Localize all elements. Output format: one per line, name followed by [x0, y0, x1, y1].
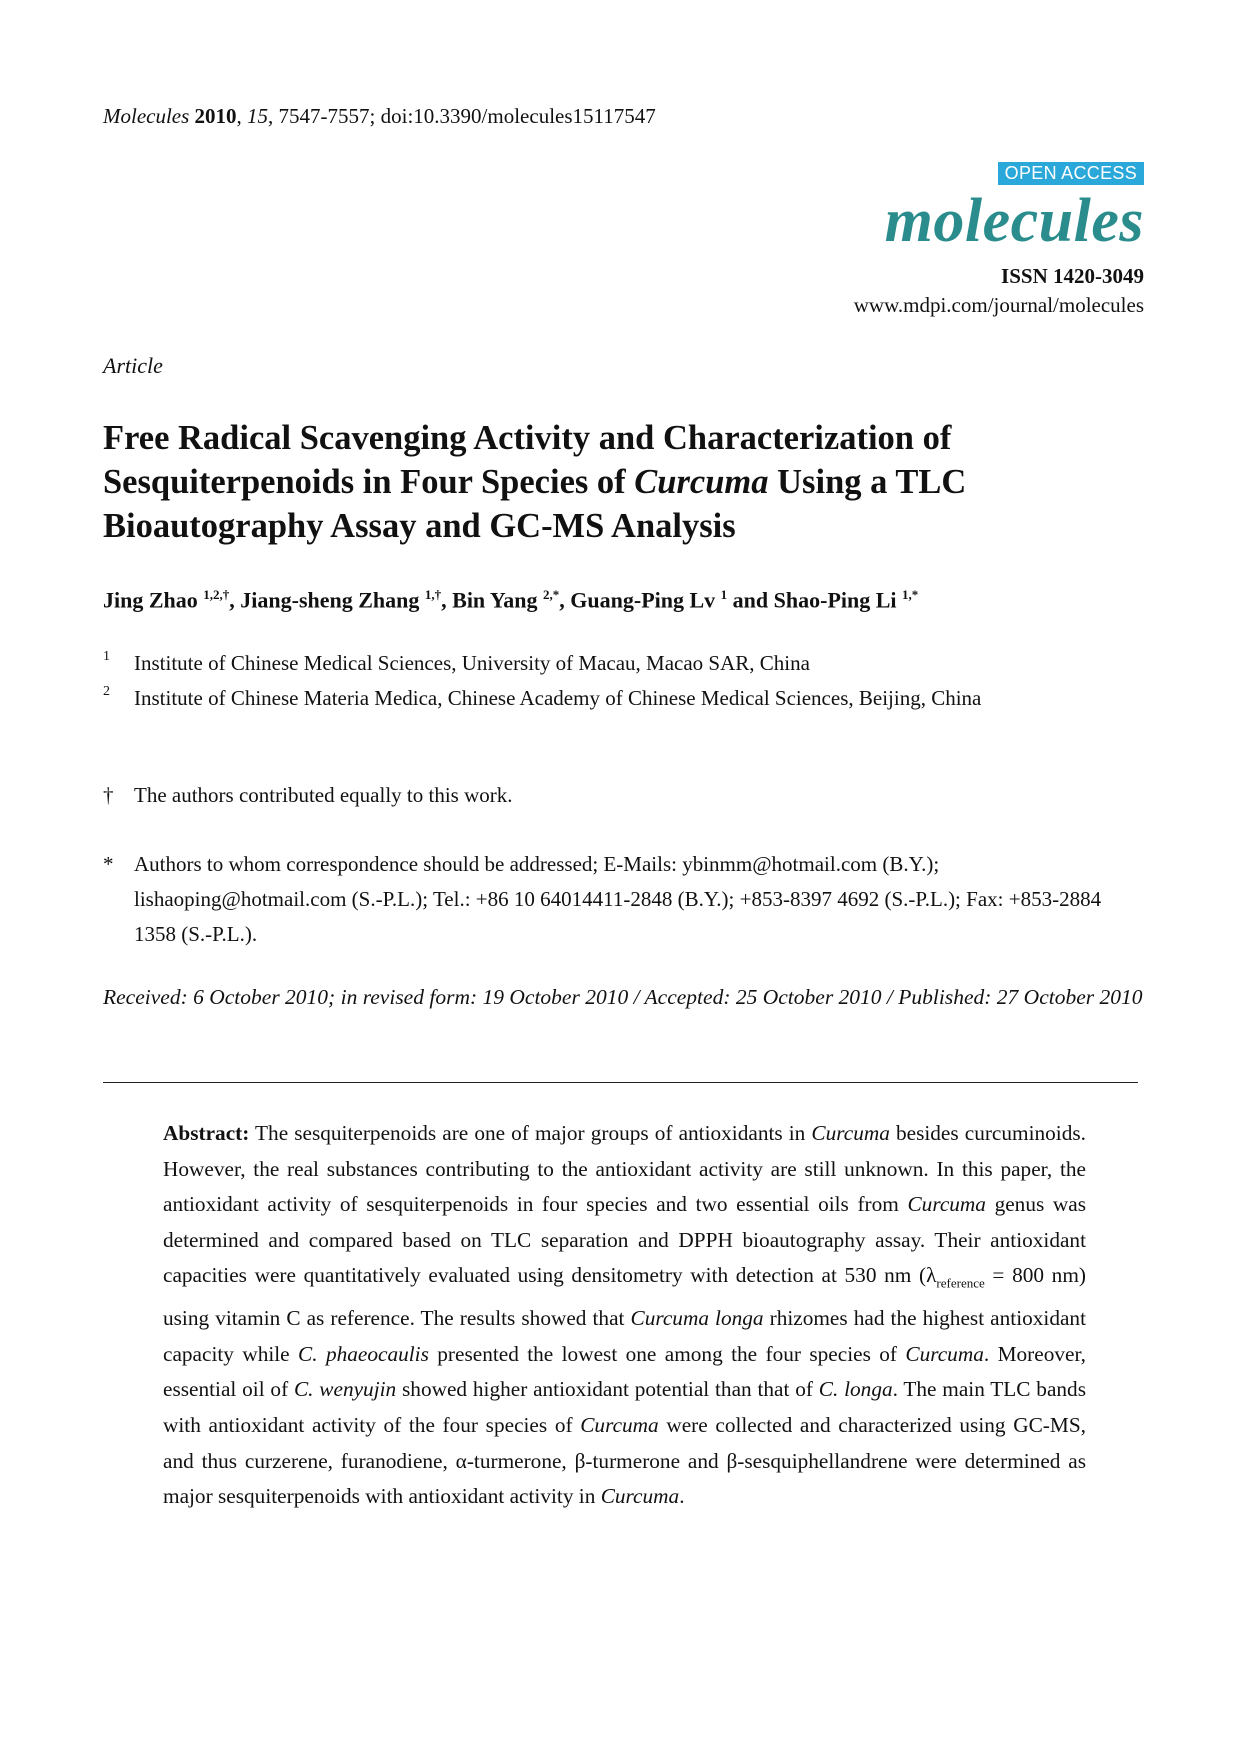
author-affiliation-marker: 1,2,†	[203, 587, 230, 602]
abstract-italic: Curcuma	[905, 1341, 984, 1366]
abstract-italic: Curcuma longa	[630, 1306, 764, 1331]
author-affiliation-marker: 1	[720, 587, 728, 602]
author-name: Guang-Ping Lv	[570, 587, 716, 613]
article-type: Article	[103, 353, 163, 378]
author-affiliation-marker: 2,*	[543, 587, 560, 602]
title-line-1: Free Radical Scavenging Activity and Characterization of	[103, 419, 952, 457]
title-line-2-italic: Curcuma	[634, 463, 769, 501]
equal-contribution-note	[103, 778, 1143, 813]
author-affiliation-marker: 1,†	[424, 587, 442, 602]
title-line-3: Bioautography Assay and GC-MS Analysis	[103, 507, 736, 545]
author-name: Jing Zhao	[103, 587, 198, 613]
abstract	[163, 1116, 1086, 1515]
citation-year: 2010	[194, 104, 237, 128]
abstract-text: genus was determined and compared based on TLC separation and DPPH bioautography assay. Their antioxidant capacities were quantitatively evaluated using densitometry with detection at 530 nm (λ	[163, 1192, 1086, 1288]
dagger-symbol: †	[103, 783, 114, 807]
abstract-italic: Curcuma	[600, 1484, 680, 1509]
affiliation-text: Institute of Chinese Materia Medica, Chinese Academy of Chinese Medical Sciences, Beijing, China	[134, 686, 982, 710]
author-list	[103, 587, 1143, 613]
abstract-label: Abstract:	[163, 1121, 250, 1145]
citation-pages-doi: , 7547-7557; doi:10.3390/molecules15117547	[268, 104, 656, 128]
abstract-text: besides curcuminoids. However, the real substances contributing to the antioxidant activity are still unknown. In this paper, the antioxidant activity of sesquiterpenoids in four species and two essential oils from	[163, 1121, 1086, 1217]
abstract-italic: Curcuma	[907, 1192, 986, 1217]
abstract-subscript: reference	[936, 1275, 985, 1291]
abstract-text: presented the lowest one among the four species of	[428, 1341, 906, 1366]
affiliation-2	[103, 681, 1103, 715]
author-separator: ,	[229, 587, 241, 613]
abstract-italic: C. phaeocaulis	[298, 1341, 429, 1366]
author-separator: ,	[441, 587, 453, 613]
author-separator: ,	[559, 587, 571, 613]
affiliation-1	[103, 646, 1123, 680]
abstract-italic: C. longa	[818, 1377, 893, 1402]
affiliation-number: 1	[103, 649, 110, 664]
abstract-italic: Curcuma	[811, 1121, 890, 1145]
abstract-italic: C. wenyujin	[293, 1377, 397, 1402]
abstract-text: rhizomes had the highest antioxidant capacity while	[163, 1306, 1086, 1366]
asterisk-symbol: *	[103, 852, 114, 876]
author-affiliation-marker: 1,*	[902, 587, 919, 602]
correspondence-text: Authors to whom correspondence should be addressed; E-Mails: ybinmm@hotmail.com (B.Y.); lishaoping@hotmail.com (S.-P.L.); Tel.: +86 10 64014411-2848 (B.Y.); +853-8397 4692 (S.-P.L.); Fax: +853-2884 1358 (S.-P.L.).	[134, 852, 1102, 946]
title-line-2-pre: Sesquiterpenoids in Four Species of	[103, 463, 635, 501]
author-name: Shao-Ping Li	[773, 587, 897, 613]
issn: ISSN 1420-3049	[1001, 264, 1144, 288]
author-name: Jiang-sheng Zhang	[240, 587, 420, 613]
affiliation-text: Institute of Chinese Medical Sciences, University of Macau, Macao SAR, China	[134, 651, 810, 675]
author-separator: and	[727, 587, 774, 613]
abstract-text: .	[679, 1484, 685, 1509]
equal-contribution-text: The authors contributed equally to this work.	[134, 783, 513, 807]
abstract-text: showed higher antioxidant potential than that of	[396, 1377, 819, 1402]
title-line-2-post: Using a TLC	[768, 463, 967, 501]
citation-journal: Molecules	[103, 104, 190, 128]
abstract-text: . The main TLC bands with antioxidant activity of the four species of	[163, 1377, 1086, 1437]
abstract-italic: Curcuma	[580, 1413, 659, 1437]
abstract-text: were collected and characterized using GC-MS, and thus curzerene, furanodiene, α-turmerone, β-turmerone and β-sesquiphellandrene were determined as major sesquiterpenoids with antioxidant activity in	[163, 1413, 1086, 1509]
correspondence-note	[103, 847, 1133, 952]
abstract-text: = 800 nm) using vitamin C as reference. The results showed that	[163, 1263, 1086, 1331]
abstract-text: . Moreover, essential oil of	[163, 1341, 1087, 1402]
journal-url[interactable]: www.mdpi.com/journal/molecules	[853, 293, 1144, 317]
divider	[103, 1082, 1138, 1083]
abstract-text: The sesquiterpenoids are one of major groups of antioxidants in	[249, 1121, 812, 1145]
affiliation-number: 2	[103, 684, 110, 699]
open-access-badge: OPEN ACCESS	[998, 162, 1144, 185]
citation-volume: 15	[247, 104, 269, 128]
publication-dates: Received: 6 October 2010; in revised form: 19 October 2010 / Accepted: 25 October 2010 / Published: 27 October 2010	[103, 985, 1143, 1009]
paper-title	[103, 416, 1103, 548]
citation-line: Molecules 2010, 15, 7547-7557; doi:10.3390/molecules15117547	[103, 104, 656, 128]
author-name: Bin Yang	[452, 587, 538, 613]
journal-logo: molecules	[884, 187, 1144, 255]
